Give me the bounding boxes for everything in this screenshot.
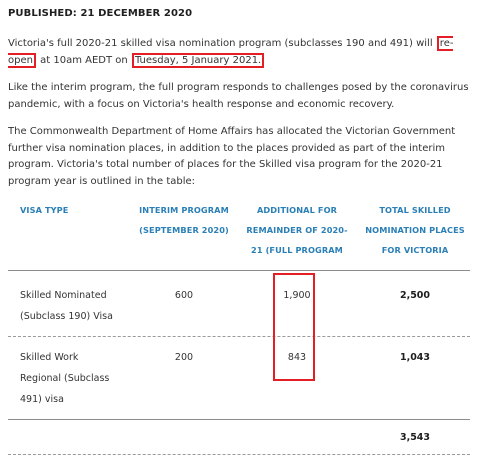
row-1-total: 2,500 — [399, 290, 431, 301]
total-divider — [8, 419, 470, 420]
header-interim-line-2: (SEPTEMBER 2020) — [139, 225, 229, 235]
header-visa-type — [20, 200, 68, 220]
date-highlight: Tuesday, 5 January 2021. — [132, 53, 264, 68]
header-total — [360, 200, 470, 260]
row-1-interim: 600 — [174, 290, 194, 301]
row-2-interim: 200 — [174, 352, 194, 363]
row-2-additional: 843 — [287, 352, 307, 363]
header-total-line-1: TOTAL SKILLED — [379, 205, 451, 215]
header-total-line-3: FOR VICTORIA — [381, 245, 449, 255]
row-1-visa-line-1: Skilled Nominated — [20, 290, 107, 301]
header-additional-line-1: ADDITIONAL FOR — [256, 205, 338, 215]
row-2-total: 1,043 — [399, 352, 431, 363]
row-1-additional: 1,900 — [283, 290, 311, 301]
bottom-divider — [8, 454, 470, 455]
published-date: PUBLISHED: 21 DECEMBER 2020 — [8, 8, 193, 19]
header-total-line-2: NOMINATION PLACES — [365, 225, 465, 235]
row-1-visa-line-2: (Subclass 190) Visa — [20, 311, 113, 322]
header-visa-type-text: VISA TYPE — [20, 205, 69, 215]
row-1-visa-type — [20, 285, 130, 327]
header-additional-line-3: 21 (FULL PROGRAM — [251, 245, 343, 255]
header-additional — [245, 200, 349, 260]
intro-text-mid: at 10am AEDT on — [36, 54, 131, 66]
allocation-paragraph: The Commonwealth Department of Home Affairs has allocated the Victorian Government further visa nomination places, in addition to the places provided as part of the interim program. Victoria's total number of places for the Skilled visa program for the 2020-21 program year is outlined in the table: — [8, 126, 456, 187]
reopen-highlight: re-open — [8, 38, 454, 66]
row-2-visa-line-3: 491) visa — [20, 394, 64, 405]
row-2-visa-line-1: Skilled Work — [20, 352, 79, 363]
interim-paragraph: Like the interim program, the full program responds to challenges posed by the coronavirus pandemic, with a focus on Victoria's health response and economic recovery. — [8, 82, 469, 110]
header-interim-program — [137, 200, 231, 240]
header-divider — [8, 270, 470, 271]
row-2-visa-line-2: Regional (Subclass — [20, 373, 110, 384]
row-2-visa-type — [20, 347, 130, 410]
grand-total: 3,543 — [399, 432, 431, 443]
header-interim-line-1: INTERIM PROGRAM — [139, 205, 229, 215]
header-additional-line-2: REMAINDER OF 2020- — [246, 225, 348, 235]
intro-text-start: Victoria's full 2020-21 skilled visa nomination program (subclasses 190 and 491) will — [8, 38, 436, 49]
additional-highlight-box — [273, 273, 315, 381]
intro-paragraph — [8, 36, 470, 69]
row-1-divider — [8, 336, 470, 337]
